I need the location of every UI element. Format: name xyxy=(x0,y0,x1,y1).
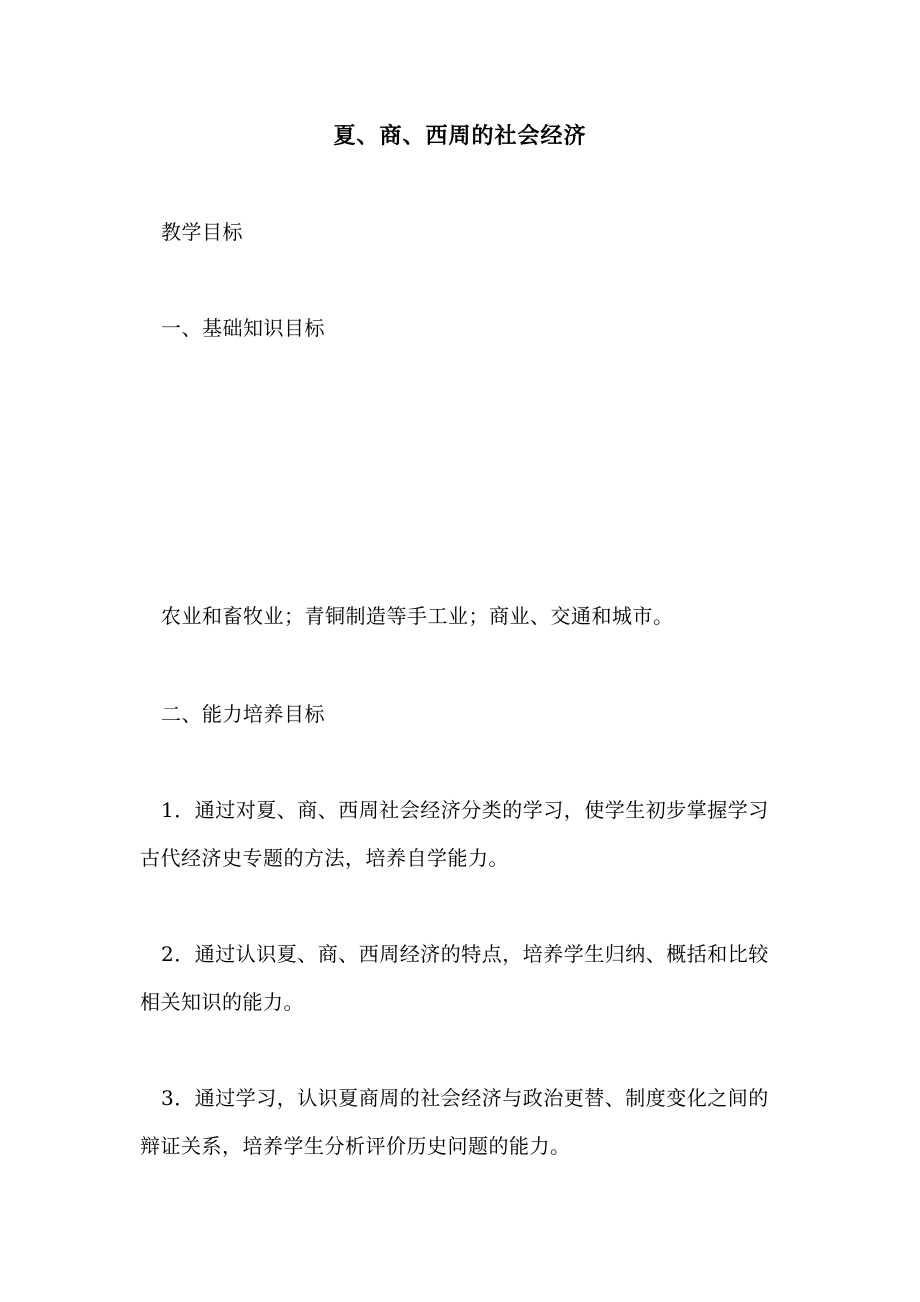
paragraph-ability-goal-2: 2．通过认识夏、商、西周经济的特点，培养学生归纳、概括和比较相关知识的能力。 xyxy=(140,942,769,1014)
document-title: 夏、商、西周的社会经济 xyxy=(333,123,587,149)
section-heading-ability-goals: 二、能力培养目标 xyxy=(161,702,325,726)
paragraph-ability-goal-3: 3．通过学习，认识夏商周的社会经济与政治更替、制度变化之间的辩证关系，培养学生分析评价历史问题的能力。 xyxy=(140,1086,769,1158)
paragraph-basic-knowledge-content: 农业和畜牧业；青铜制造等手工业；商业、交通和城市。 xyxy=(161,604,674,628)
paragraph-ability-goal-1: 1．通过对夏、商、西周社会经济分类的学习，使学生初步掌握学习古代经济史专题的方法，培养自学能力。 xyxy=(140,798,769,870)
section-heading-teaching-goals: 教学目标 xyxy=(161,220,243,244)
section-heading-basic-knowledge: 一、基础知识目标 xyxy=(161,316,325,340)
